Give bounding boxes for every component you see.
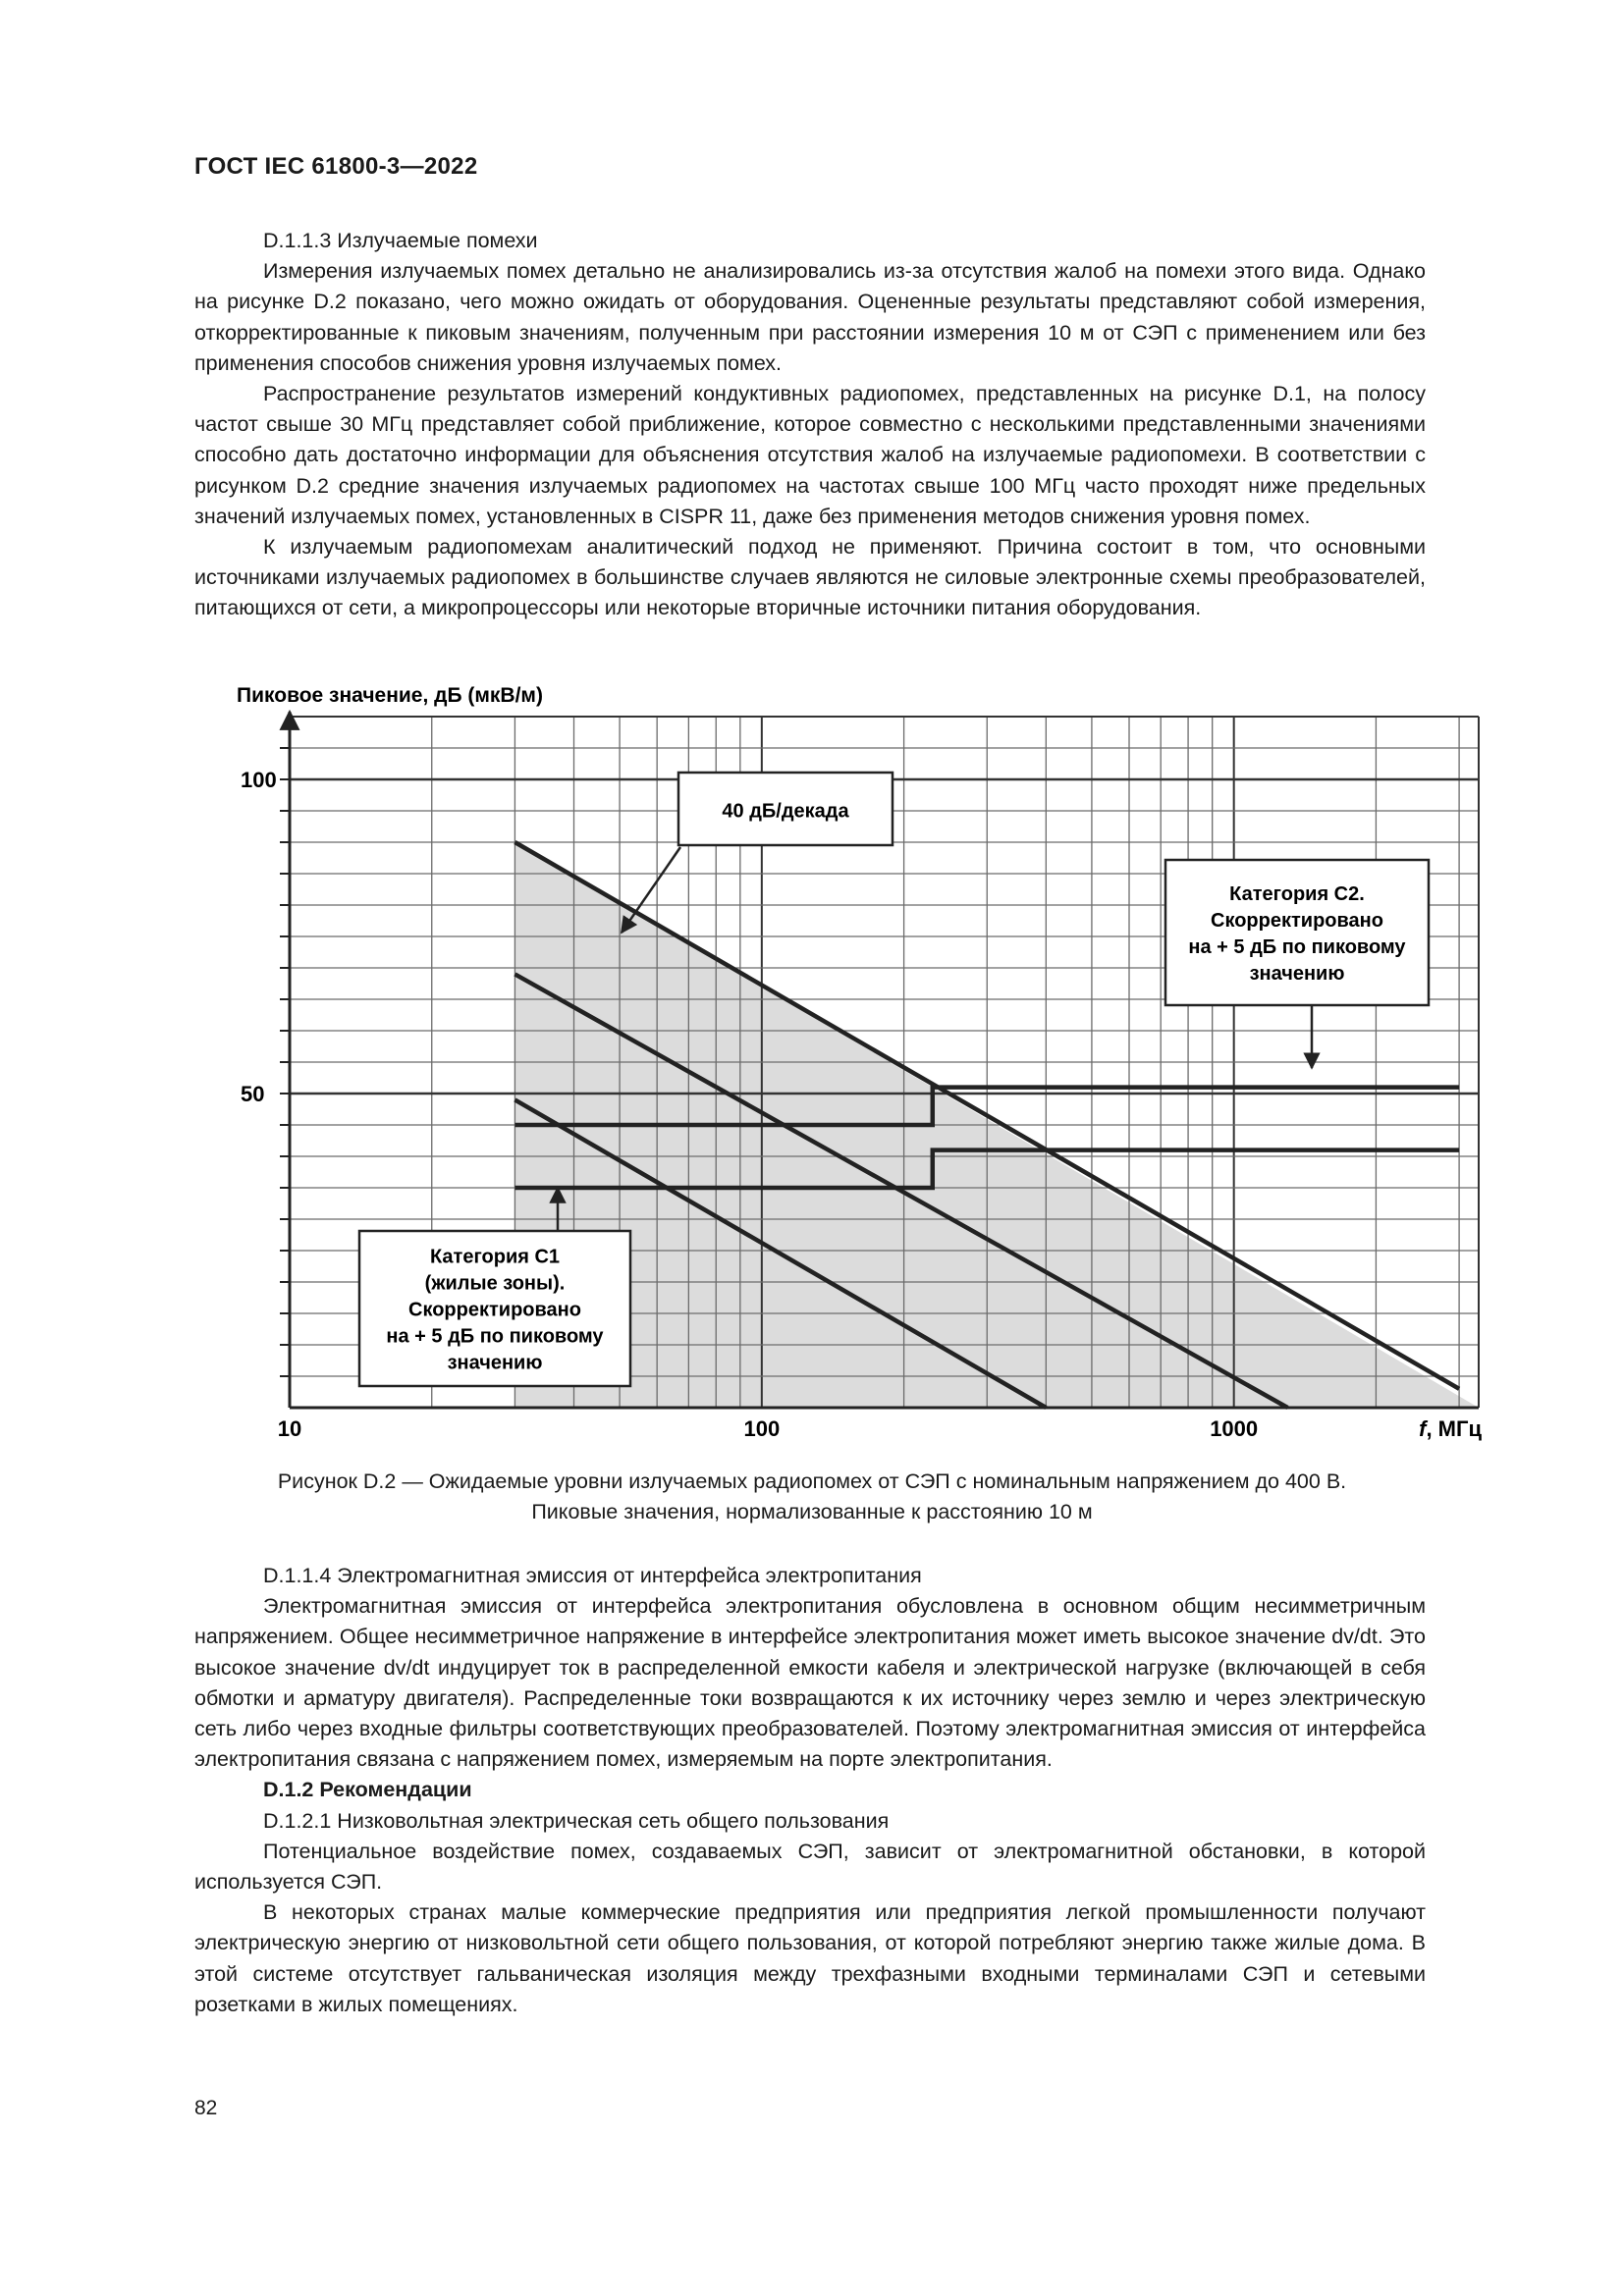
x-axis-label-italic: f — [1419, 1416, 1427, 1441]
c2-annotation-text: Категория C2. — [1229, 883, 1365, 906]
c1-annotation-text: на + 5 дБ по пиковому — [386, 1325, 604, 1348]
figure-caption — [194, 1467, 1430, 1527]
c2-annotation-text: Скорректировано — [1211, 910, 1383, 933]
paragraph: В некоторых странах малые коммерческие предприятия или предприятия легкой промышленности получают электрическую энергию от низковольтной сети общего пользования, от которой потребляют энергию также жилые дома. В этой системе отсутствует гальваническая изоляция между трехфазными входными терминалами СЭП и сетевыми розетками в жилых помещениях. — [194, 1900, 1426, 2016]
y-axis-label: Пиковое значение, дБ (мкВ/м) — [237, 684, 543, 707]
x-axis-label-unit: , МГц — [1426, 1416, 1482, 1441]
section-d114-d12 — [194, 1561, 1426, 2020]
section-heading-bold: D.1.2 Рекомендации — [263, 1778, 472, 1802]
c1-annotation-text: Категория C1 — [429, 1246, 561, 1268]
c2-annotation-text: на + 5 дБ по пиковому — [1188, 936, 1406, 959]
slope-annotation-text: 40 дБ/декада — [722, 800, 849, 823]
y-tick-label: 50 — [241, 1082, 265, 1106]
y-tick-label: 100 — [241, 768, 277, 792]
x-tick-label: 100 — [743, 1416, 781, 1441]
x-tick-label: 10 — [277, 1416, 302, 1441]
paragraph: Электромагнитная эмиссия от интерфейса электропитания обусловлена в основном общим несимметричным напряжением. Общее несимметричное напряжение в интерфейсе электропитания может иметь высокое значение dv/dt. Это высокое значение dv/dt индуцирует ток в распределенной емкости кабеля и электрической нагрузке (включающей в себя обмотки и арматуру двигателя). Распределенные токи возвращаются к их источнику через землю и через электрическую сеть либо через входные фильтры соответствующих преобразователей. Поэтому электромагнитная эмиссия от интерфейса электропитания связана с напряжением помех, измеряемым на порте электропитания. — [194, 1594, 1426, 1772]
c1-annotation-text: Скорректировано — [408, 1299, 581, 1321]
x-tick-label: 1000 — [1210, 1416, 1259, 1441]
paragraph: К излучаемым радиопомехам аналитический подход не применяют. Причина состоит в том, что основными источниками излучаемых радиопомех в большинстве случаев являются не силовые электронные схемы преобразователей, питающихся от сети, а микропроцессоры или некоторые вторичные источники питания оборудования. — [194, 535, 1426, 620]
section-heading: D.1.1.4 Электромагнитная эмиссия от интерфейса электропитания — [263, 1564, 922, 1587]
page-number: 82 — [194, 2097, 218, 2119]
caption-line: Пиковые значения, нормализованные к расстоянию 10 м — [531, 1500, 1093, 1523]
c2-annotation-text: значению — [1249, 963, 1345, 986]
section-heading: D.1.1.3 Излучаемые помехи — [263, 229, 538, 252]
subsection-heading: D.1.2.1 Низковольтная электрическая сеть общего пользования — [263, 1808, 890, 1833]
c1-annotation-text: (жилые зоны). — [424, 1272, 566, 1295]
paragraph: Измерения излучаемых помех детально не анализировались из-за отсутствия жалоб на помехи этого вида. Однако на рисунке D.2 показано, чего можно ожидать от оборудования. Оцененные результаты представляют собой измерения, откорректированные к пиковым значениям, полученным при расстоянии измерения 10 м от СЭП с применением или без применения способов снижения уровня излучаемых помех. — [194, 259, 1426, 375]
c1-annotation-text: значению — [447, 1352, 543, 1374]
caption-line: Рисунок D.2 — Ожидаемые уровни излучаемых радиопомех от СЭП с номинальным напряжением до 400 В. — [277, 1469, 1347, 1493]
paragraph: Распространение результатов измерений кондуктивных радиопомех, представленных на рисунке D.1, на полосу частот свыше 30 МГц представляет собой приближение, которое совместно с несколькими представленными значениями способно дать достаточно информации для объяснения отсутствия жалоб на излучаемые радиопомехи. В соответствии с рисунком D.2 средние значения излучаемых радиопомех на частотах свыше 100 МГц часто проходят ниже предельных значений излучаемых помех, установленных в CISPR 11, даже без применения методов снижения уровня помех. — [194, 382, 1426, 528]
paragraph: Потенциальное воздействие помех, создаваемых СЭП, зависит от электромагнитной обстановки, в которой используется СЭП. — [194, 1839, 1426, 1895]
page-header: ГОСТ IEC 61800-3—2022 — [194, 153, 478, 180]
x-axis-label — [1419, 1416, 1482, 1441]
